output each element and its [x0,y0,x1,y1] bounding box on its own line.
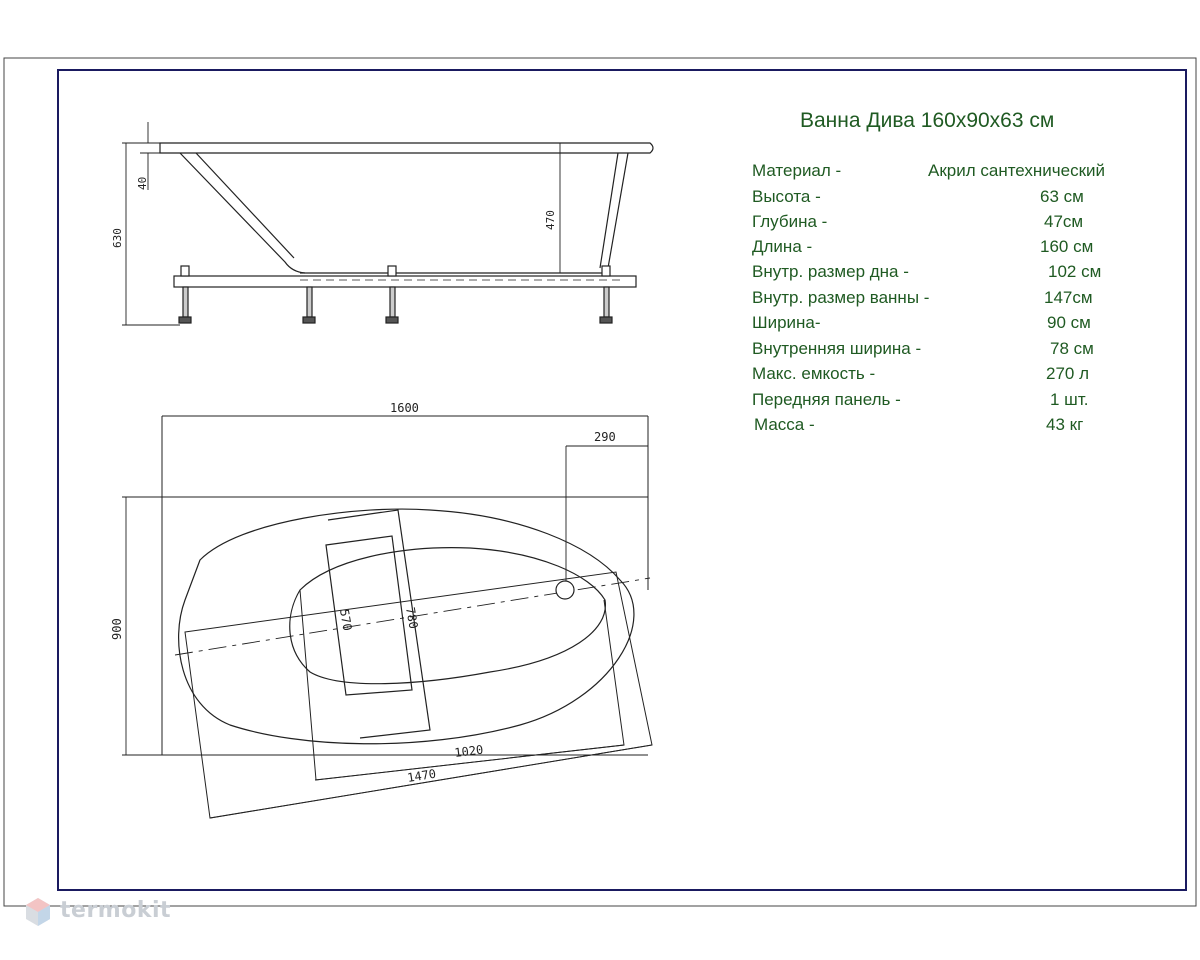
spec-label-front-panel: Передняя панель - [752,390,901,409]
spec-label-height: Высота - [752,187,821,206]
spec-label-capacity: Макс. емкость - [752,364,876,383]
dim-1020: 1020 [453,742,485,760]
dim-1470: 1470 [406,766,438,785]
spec-value-capacity: 270 л [1046,364,1090,383]
watermark-text: termokit [60,898,172,923]
dim-290: 290 [594,430,616,444]
termokit-logo-icon [26,898,50,926]
top-view [122,416,652,818]
dim-630: 630 [111,228,124,248]
dim-470: 470 [544,210,557,230]
spec-value-inner-size: 147см [1044,288,1093,307]
product-title: Ванна Дива 160x90x63 см [800,109,1055,132]
spec-label-depth: Глубина - [752,212,828,231]
spec-label-length: Длина - [752,237,813,256]
dim-40: 40 [136,176,149,190]
spec-value-width: 90 см [1047,313,1091,332]
dim-570: 570 [337,608,355,632]
outer-frame [4,58,1196,906]
side-view [122,122,653,325]
spec-label-width: Ширина- [752,313,821,332]
spec-label-inner-width: Внутренняя ширина - [752,339,922,358]
spec-value-height: 63 см [1040,187,1084,206]
spec-value-length: 160 см [1040,237,1094,256]
spec-value-weight: 43 кг [1046,415,1084,434]
dim-780: 780 [403,606,421,630]
spec-label-inner-bottom: Внутр. размер дна - [752,262,909,281]
spec-label-material: Материал - [752,161,842,180]
spec-value-material: Акрил сантехнический [928,161,1106,180]
spec-value-depth: 47см [1044,212,1084,231]
watermark [60,898,171,923]
dim-900: 900 [110,618,124,640]
inner-frame [58,70,1186,890]
spec-value-inner-width: 78 см [1050,339,1094,358]
dim-1600: 1600 [390,401,419,415]
spec-label-inner-size: Внутр. размер ванны - [752,288,930,307]
spec-value-inner-bottom: 102 см [1048,262,1102,281]
spec-label-weight: Масса - [754,415,815,434]
spec-value-front-panel: 1 шт. [1050,390,1089,409]
